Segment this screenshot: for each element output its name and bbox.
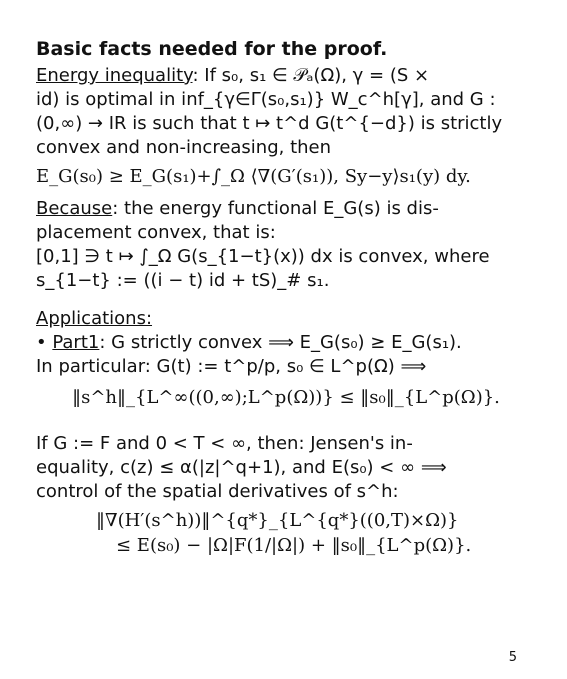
applications-label: Applications: <box>36 308 153 329</box>
spacer <box>36 418 536 432</box>
jensen-line-1: If G := F and 0 < T < ∞, then: Jensen's in- <box>36 433 413 454</box>
part1-label: Part1 <box>52 332 100 353</box>
energy-line-4: convex and non-increasing, then <box>36 137 332 158</box>
energy-line-3: (0,∞) → IR is such that t ↦ t^d G(t^{−d}) is strictly <box>36 113 503 134</box>
bullet-icon: • <box>36 332 47 353</box>
because-label: Because <box>36 198 113 219</box>
energy-equation: E_G(s₀) ≥ E_G(s₁)+∫_Ω ⟨∇(G′(s₁)), Sy−y⟩s₁(y) dy. <box>36 166 471 187</box>
particular-line: In particular: G(t) := t^p/p, s₀ ∈ L^p(Ω) ⟹ <box>36 356 427 377</box>
energy-line-2: id) is optimal in inf_{γ∈Γ(s₀,s₁)} W_c^h[γ], and G : <box>36 89 496 110</box>
spacer <box>36 293 536 307</box>
because-line-3: [0,1] ∋ t ↦ ∫_Ω G(s_{1−t}(x)) dx is convex, where <box>36 246 490 267</box>
norm-bound-equation: ‖s^h‖_{L^∞((0,∞);L^p(Ω))} ≤ ‖s₀‖_{L^p(Ω)}. <box>72 387 500 408</box>
gradient-equation-1: ‖∇(H′(s^h))‖^{q*}_{L^{q*}((0,T)×Ω)} <box>96 510 459 531</box>
because-line-1 <box>36 197 536 221</box>
slide-heading: Basic facts needed for the proof. <box>36 38 388 60</box>
part1-line <box>36 331 536 355</box>
because-line-2: placement convex, that is: <box>36 222 276 243</box>
because-line-4: s_{1−t} := ((i − t) id + tS)_# s₁. <box>36 270 330 291</box>
energy-label: Energy inequality <box>36 65 193 86</box>
jensen-line-3: control of the spatial derivatives of s^h: <box>36 481 399 502</box>
energy-text-1: : If s₀, s₁ ∈ 𝒫ₐ(Ω), γ = (S × <box>192 65 430 86</box>
part1-text: : G strictly convex ⟹ E_G(s₀) ≥ E_G(s₁). <box>99 332 462 353</box>
applications-heading <box>36 307 536 331</box>
because-text-1: : the energy functional E_G(s) is dis- <box>112 198 439 219</box>
slide <box>36 38 536 556</box>
jensen-line-2: equality, c(z) ≤ α(|z|^q+1), and E(s₀) < ∞ ⟹ <box>36 457 447 478</box>
page-number: 5 <box>508 650 517 665</box>
energy-line-1 <box>36 64 536 88</box>
gradient-equation-2: ≤ E(s₀) − |Ω|F(1/|Ω|) + ‖s₀‖_{L^p(Ω)}. <box>116 535 472 556</box>
